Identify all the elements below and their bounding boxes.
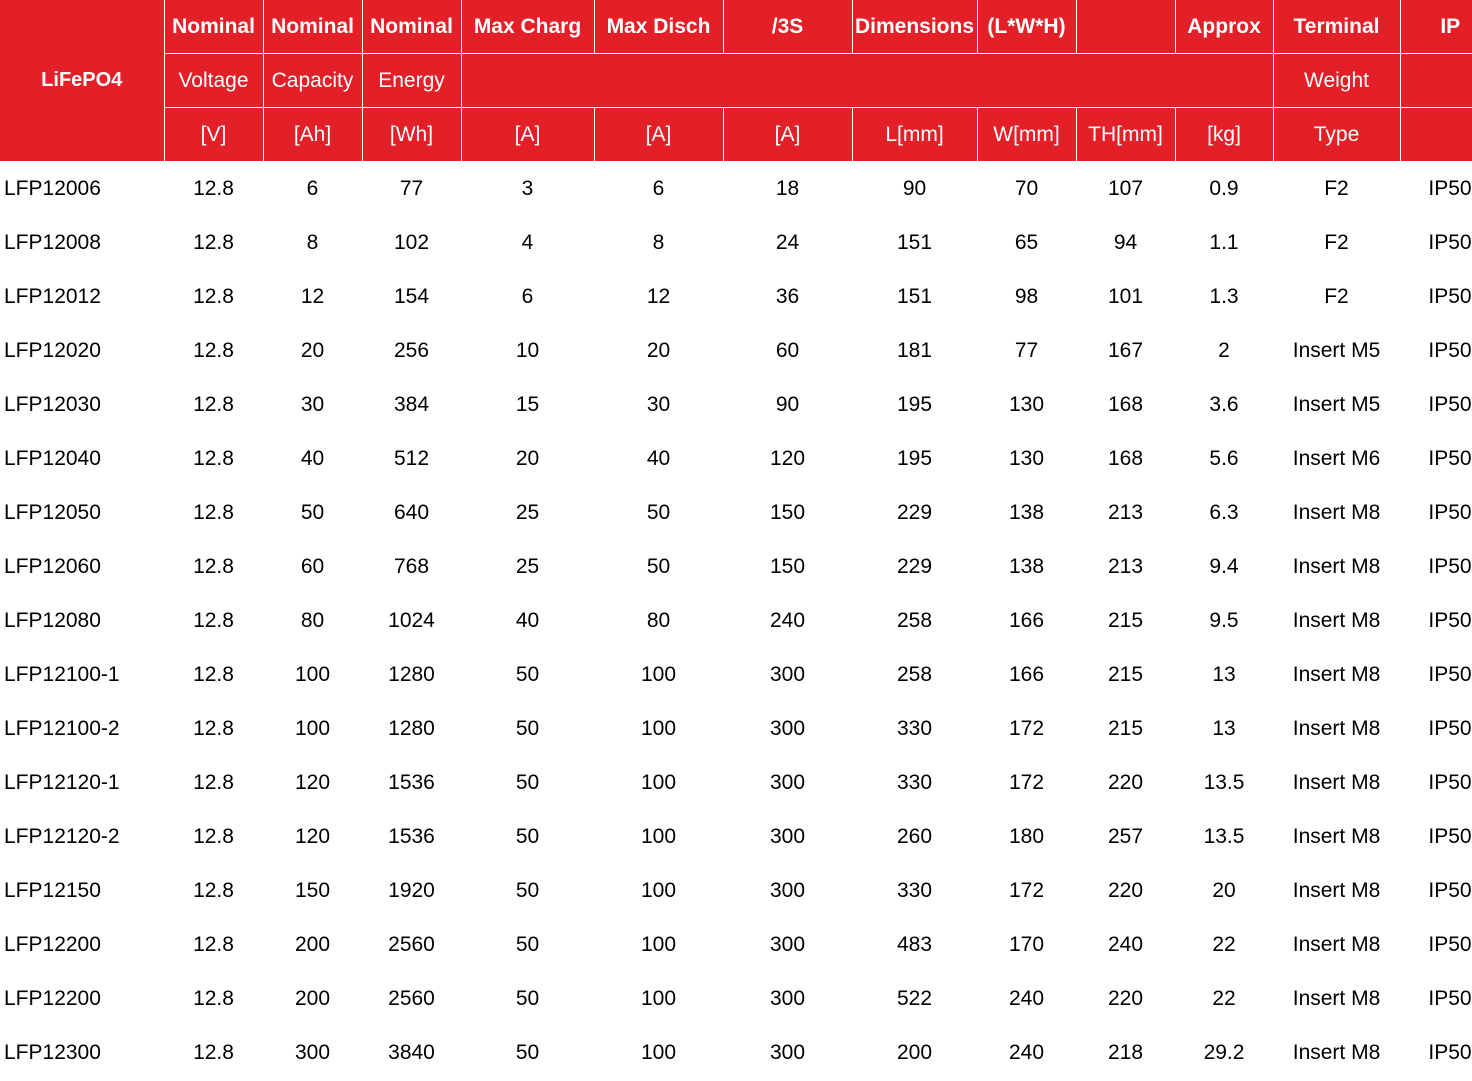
table-cell: Insert M8 — [1292, 933, 1381, 956]
table-cell: 168 — [1107, 393, 1144, 416]
table-cell: 90 — [902, 177, 927, 200]
model-cell: LFP12100-2 — [4, 717, 120, 740]
table-cell: Insert M8 — [1292, 501, 1381, 524]
table-cell: IP50 — [1428, 825, 1472, 848]
table-cell: F2 — [1324, 285, 1349, 308]
table-cell: 213 — [1107, 555, 1144, 578]
table-cell: 330 — [896, 879, 933, 902]
table-cell: IP50 — [1428, 717, 1472, 740]
table-cell: Insert M8 — [1292, 1041, 1381, 1064]
table-row — [0, 756, 1472, 810]
table-row — [0, 972, 1472, 1026]
table-cell: 258 — [896, 609, 933, 632]
table-cell: 20 — [515, 447, 540, 470]
table-cell: 330 — [896, 771, 933, 794]
header-cell: Max Charg — [461, 0, 594, 54]
table-row — [0, 378, 1472, 432]
table-cell: IP50 — [1428, 339, 1472, 362]
table-cell: 172 — [1008, 879, 1045, 902]
table-row — [0, 1026, 1472, 1080]
table-cell: IP50 — [1428, 663, 1472, 686]
table-cell: 12.8 — [193, 663, 234, 686]
table-cell: 6.3 — [1209, 501, 1239, 524]
table-cell: 0.9 — [1209, 177, 1239, 200]
model-cell: LFP12008 — [4, 231, 101, 254]
model-cell: LFP12012 — [4, 285, 101, 308]
model-cell: LFP12120-1 — [4, 771, 120, 794]
header-unit: [A] — [594, 108, 723, 162]
table-cell: 29.2 — [1203, 1041, 1245, 1064]
table-cell: 25 — [515, 501, 540, 524]
table-cell: 6 — [652, 177, 665, 200]
table-cell: 10 — [515, 339, 540, 362]
table-cell: 5.6 — [1209, 447, 1239, 470]
table-cell: 100 — [640, 771, 677, 794]
table-cell: 257 — [1107, 825, 1144, 848]
table-cell: 30 — [646, 393, 671, 416]
table-cell: 100 — [640, 663, 677, 686]
table-cell: 1280 — [388, 663, 435, 686]
model-cell: LFP12100-1 — [4, 663, 120, 686]
table-cell: 12 — [300, 285, 325, 308]
table-cell: 12 — [646, 285, 671, 308]
header-cell: IP — [1400, 0, 1472, 54]
table-cell: 120 — [294, 771, 331, 794]
table-cell: 258 — [896, 663, 933, 686]
table-row — [0, 540, 1472, 594]
table-cell: 300 — [769, 879, 806, 902]
table-cell: 172 — [1008, 771, 1045, 794]
header-cell: /3S — [723, 0, 852, 54]
model-cell: LFP12300 — [4, 1041, 101, 1064]
table-cell: 100 — [294, 663, 331, 686]
table-cell: 12.8 — [193, 447, 234, 470]
table-cell: 80 — [300, 609, 325, 632]
table-cell: Insert M8 — [1292, 609, 1381, 632]
table-cell: 100 — [294, 717, 331, 740]
table-cell: Insert M8 — [1292, 987, 1381, 1010]
table-cell: 220 — [1107, 987, 1144, 1010]
table-cell: 65 — [1014, 231, 1039, 254]
table-cell: 180 — [1008, 825, 1045, 848]
table-cell: IP50 — [1428, 231, 1472, 254]
model-cell: LFP12006 — [4, 177, 101, 200]
table-cell: 60 — [300, 555, 325, 578]
table-cell: IP50 — [1428, 879, 1472, 902]
header-unit: [A] — [723, 108, 852, 162]
header-unit: TH[mm] — [1076, 108, 1175, 162]
table-cell: 640 — [393, 501, 430, 524]
table-cell: 300 — [294, 1041, 331, 1064]
header-unit: [Ah] — [263, 108, 362, 162]
header-cell — [1076, 0, 1175, 54]
table-cell: 151 — [896, 285, 933, 308]
table-cell: 1024 — [388, 609, 435, 632]
table-cell: Insert M8 — [1292, 663, 1381, 686]
table-cell: 1536 — [388, 825, 435, 848]
table-cell: 240 — [1107, 933, 1144, 956]
table-cell: IP50 — [1428, 987, 1472, 1010]
table-cell: 20 — [300, 339, 325, 362]
header-cell: Nominal — [263, 0, 362, 54]
table-cell: 24 — [775, 231, 800, 254]
table-cell: 229 — [896, 555, 933, 578]
header-cell-blank — [461, 54, 1273, 108]
table-cell: 101 — [1107, 285, 1144, 308]
model-cell: LFP12200 — [4, 987, 101, 1010]
table-row — [0, 864, 1472, 918]
table-cell: 2560 — [388, 987, 435, 1010]
table-row — [0, 216, 1472, 270]
header-unit: [Wh] — [362, 108, 461, 162]
table-cell: 3840 — [388, 1041, 435, 1064]
header-unit — [1400, 108, 1472, 162]
table-cell: 100 — [640, 987, 677, 1010]
table-cell: 166 — [1008, 663, 1045, 686]
model-cell: LFP12200 — [4, 933, 101, 956]
header-row-3 — [0, 108, 1472, 162]
header-unit: [A] — [461, 108, 594, 162]
table-cell: Insert M8 — [1292, 879, 1381, 902]
table-cell: 229 — [896, 501, 933, 524]
table-cell: 166 — [1008, 609, 1045, 632]
table-cell: 12.8 — [193, 609, 234, 632]
table-cell: 138 — [1008, 555, 1045, 578]
table-row — [0, 648, 1472, 702]
model-cell: LFP12030 — [4, 393, 101, 416]
table-cell: IP50 — [1428, 555, 1472, 578]
table-cell: 195 — [896, 447, 933, 470]
table-row — [0, 324, 1472, 378]
table-cell: 100 — [640, 1041, 677, 1064]
table-cell: 130 — [1008, 393, 1045, 416]
table-cell: 168 — [1107, 447, 1144, 470]
table-cell: 12.8 — [193, 177, 234, 200]
table-cell: 77 — [399, 177, 424, 200]
table-cell: 512 — [393, 447, 430, 470]
header-cell: Weight — [1273, 54, 1400, 108]
table-cell: 20 — [646, 339, 671, 362]
table-cell: 12.8 — [193, 285, 234, 308]
table-cell: 300 — [769, 1041, 806, 1064]
header-cell: Terminal — [1273, 0, 1400, 54]
table-cell: 50 — [515, 879, 540, 902]
table-cell: 1280 — [388, 717, 435, 740]
header-unit: [V] — [164, 108, 263, 162]
table-cell: 200 — [294, 987, 331, 1010]
table-cell: 154 — [393, 285, 430, 308]
model-cell: LFP12050 — [4, 501, 101, 524]
table-row — [0, 594, 1472, 648]
table-cell: IP50 — [1428, 285, 1472, 308]
table-cell: 138 — [1008, 501, 1045, 524]
table-cell: IP50 — [1428, 609, 1472, 632]
table-cell: 100 — [640, 933, 677, 956]
table-cell: 40 — [515, 609, 540, 632]
table-cell: 220 — [1107, 771, 1144, 794]
table-cell: 12.8 — [193, 879, 234, 902]
table-cell: 12.8 — [193, 555, 234, 578]
header-cell: (L*W*H) — [977, 0, 1076, 54]
table-cell: 6 — [306, 177, 319, 200]
table-cell: 50 — [515, 987, 540, 1010]
table-cell: 2 — [1218, 339, 1230, 362]
table-cell: 120 — [769, 447, 806, 470]
table-cell: 50 — [300, 501, 325, 524]
table-cell: 98 — [1014, 285, 1039, 308]
table-header — [0, 0, 1472, 162]
table-row — [0, 162, 1472, 217]
table-cell: 200 — [896, 1041, 933, 1064]
table-cell: 40 — [300, 447, 325, 470]
table-cell: 12.8 — [193, 933, 234, 956]
table-cell: 522 — [896, 987, 933, 1010]
model-cell: LFP12080 — [4, 609, 101, 632]
table-cell: 100 — [640, 879, 677, 902]
table-cell: 300 — [769, 663, 806, 686]
table-cell: 9.5 — [1209, 609, 1239, 632]
table-cell: 90 — [775, 393, 800, 416]
table-cell: 195 — [896, 393, 933, 416]
table-cell: 384 — [393, 393, 430, 416]
table-cell: IP50 — [1428, 447, 1472, 470]
table-cell: 240 — [769, 609, 806, 632]
table-cell: 30 — [300, 393, 325, 416]
table-cell: 240 — [1008, 1041, 1045, 1064]
table-cell: 256 — [393, 339, 430, 362]
table-cell: 12.8 — [193, 393, 234, 416]
table-cell: 12.8 — [193, 501, 234, 524]
table-cell: 13 — [1212, 663, 1236, 686]
table-cell: 300 — [769, 825, 806, 848]
table-cell: 12.8 — [193, 825, 234, 848]
header-cell: Nominal — [362, 0, 461, 54]
table-cell: 50 — [515, 1041, 540, 1064]
table-cell: 12.8 — [193, 717, 234, 740]
table-cell: 130 — [1008, 447, 1045, 470]
table-cell: 213 — [1107, 501, 1144, 524]
table-cell: 768 — [393, 555, 430, 578]
table-row — [0, 702, 1472, 756]
table-cell: 13.5 — [1203, 771, 1245, 794]
table-cell: 12.8 — [193, 231, 234, 254]
table-cell: IP50 — [1428, 771, 1472, 794]
table-cell: Insert M5 — [1292, 339, 1381, 362]
table-cell: 50 — [515, 717, 540, 740]
table-cell: 1536 — [388, 771, 435, 794]
table-cell: 3 — [521, 177, 534, 200]
model-cell: LFP12120-2 — [4, 825, 120, 848]
table-cell: 300 — [769, 771, 806, 794]
table-cell: 102 — [393, 231, 430, 254]
table-cell: Insert M8 — [1292, 825, 1381, 848]
table-cell: 150 — [294, 879, 331, 902]
table-cell: IP50 — [1428, 933, 1472, 956]
table-cell: 4 — [521, 231, 534, 254]
table-cell: IP50 — [1428, 393, 1472, 416]
table-cell: Insert M8 — [1292, 771, 1381, 794]
table-cell: 300 — [769, 933, 806, 956]
model-cell: LFP12020 — [4, 339, 101, 362]
table-cell: 100 — [640, 825, 677, 848]
table-cell: 170 — [1008, 933, 1045, 956]
table-cell: 50 — [646, 555, 671, 578]
header-row-2 — [0, 54, 1472, 108]
table-cell: 1.1 — [1209, 231, 1239, 254]
table-cell: 50 — [515, 933, 540, 956]
table-cell: 172 — [1008, 717, 1045, 740]
table-cell: 70 — [1014, 177, 1039, 200]
header-corner: LiFePO4 — [0, 0, 164, 162]
header-cell: Dimensions — [852, 0, 977, 54]
table-cell: 218 — [1107, 1041, 1144, 1064]
table-cell: 13 — [1212, 717, 1236, 740]
header-cell: Approx — [1175, 0, 1273, 54]
header-row-1 — [0, 0, 1472, 54]
table-cell: 215 — [1107, 663, 1144, 686]
table-cell: 151 — [896, 231, 933, 254]
table-row — [0, 918, 1472, 972]
table-cell: 3.6 — [1209, 393, 1239, 416]
header-unit: L[mm] — [852, 108, 977, 162]
table-cell: IP50 — [1428, 177, 1472, 200]
table-row — [0, 432, 1472, 486]
header-cell: Max Disch — [594, 0, 723, 54]
table-cell: 12.8 — [193, 339, 234, 362]
table-cell: 1920 — [388, 879, 435, 902]
table-cell: Insert M8 — [1292, 717, 1381, 740]
table-cell: 50 — [646, 501, 671, 524]
table-cell: IP50 — [1428, 501, 1472, 524]
table-cell: 50 — [515, 825, 540, 848]
table-cell: 215 — [1107, 717, 1144, 740]
header-cell-blank — [1400, 54, 1472, 108]
table-cell: 12.8 — [193, 987, 234, 1010]
table-body — [0, 162, 1472, 1081]
table-cell: 36 — [775, 285, 800, 308]
table-cell: 20 — [1212, 879, 1236, 902]
table-cell: 50 — [515, 663, 540, 686]
table-cell: 15 — [515, 393, 540, 416]
header-unit: Type — [1273, 108, 1400, 162]
table-cell: 77 — [1014, 339, 1039, 362]
table-cell: F2 — [1324, 231, 1349, 254]
table-row — [0, 486, 1472, 540]
table-cell: 8 — [652, 231, 665, 254]
table-cell: IP50 — [1428, 1041, 1472, 1064]
table-cell: 150 — [769, 555, 806, 578]
table-row — [0, 270, 1472, 324]
header-cell: Nominal — [164, 0, 263, 54]
table-cell: 215 — [1107, 609, 1144, 632]
table-cell: 12.8 — [193, 1041, 234, 1064]
table-cell: 50 — [515, 771, 540, 794]
table-cell: 181 — [896, 339, 933, 362]
table-cell: 9.4 — [1209, 555, 1239, 578]
model-cell: LFP12040 — [4, 447, 101, 470]
table-cell: Insert M6 — [1292, 447, 1381, 470]
table-cell: 12.8 — [193, 771, 234, 794]
header-cell: Capacity — [263, 54, 362, 108]
table-cell: 40 — [646, 447, 671, 470]
table-cell: 25 — [515, 555, 540, 578]
table-cell: 330 — [896, 717, 933, 740]
table-cell: 150 — [769, 501, 806, 524]
table-cell: 107 — [1107, 177, 1144, 200]
table-cell: 167 — [1107, 339, 1144, 362]
header-cell: Voltage — [164, 54, 263, 108]
table-cell: 240 — [1008, 987, 1045, 1010]
table-cell: 22 — [1212, 933, 1236, 956]
header-unit: [kg] — [1175, 108, 1273, 162]
table-cell: 300 — [769, 987, 806, 1010]
model-cell: LFP12060 — [4, 555, 101, 578]
table-cell: 8 — [306, 231, 319, 254]
table-cell: 1.3 — [1209, 285, 1239, 308]
table-cell: 260 — [896, 825, 933, 848]
table-cell: 200 — [294, 933, 331, 956]
table-cell: 13.5 — [1203, 825, 1245, 848]
table-row — [0, 810, 1472, 864]
table-cell: 220 — [1107, 879, 1144, 902]
model-cell: LFP12150 — [4, 879, 101, 902]
table-cell: 94 — [1113, 231, 1138, 254]
table-cell: Insert M5 — [1292, 393, 1381, 416]
table-cell: 483 — [896, 933, 933, 956]
table-cell: 300 — [769, 717, 806, 740]
table-cell: 120 — [294, 825, 331, 848]
table-cell: F2 — [1324, 177, 1349, 200]
table-cell: 18 — [775, 177, 800, 200]
table-cell: 80 — [646, 609, 671, 632]
table-cell: 60 — [775, 339, 800, 362]
table-cell: Insert M8 — [1292, 555, 1381, 578]
table-cell: 100 — [640, 717, 677, 740]
table-cell: 2560 — [388, 933, 435, 956]
header-cell: Energy — [362, 54, 461, 108]
header-unit: W[mm] — [977, 108, 1076, 162]
table-cell: 22 — [1212, 987, 1236, 1010]
table-cell: 6 — [521, 285, 534, 308]
